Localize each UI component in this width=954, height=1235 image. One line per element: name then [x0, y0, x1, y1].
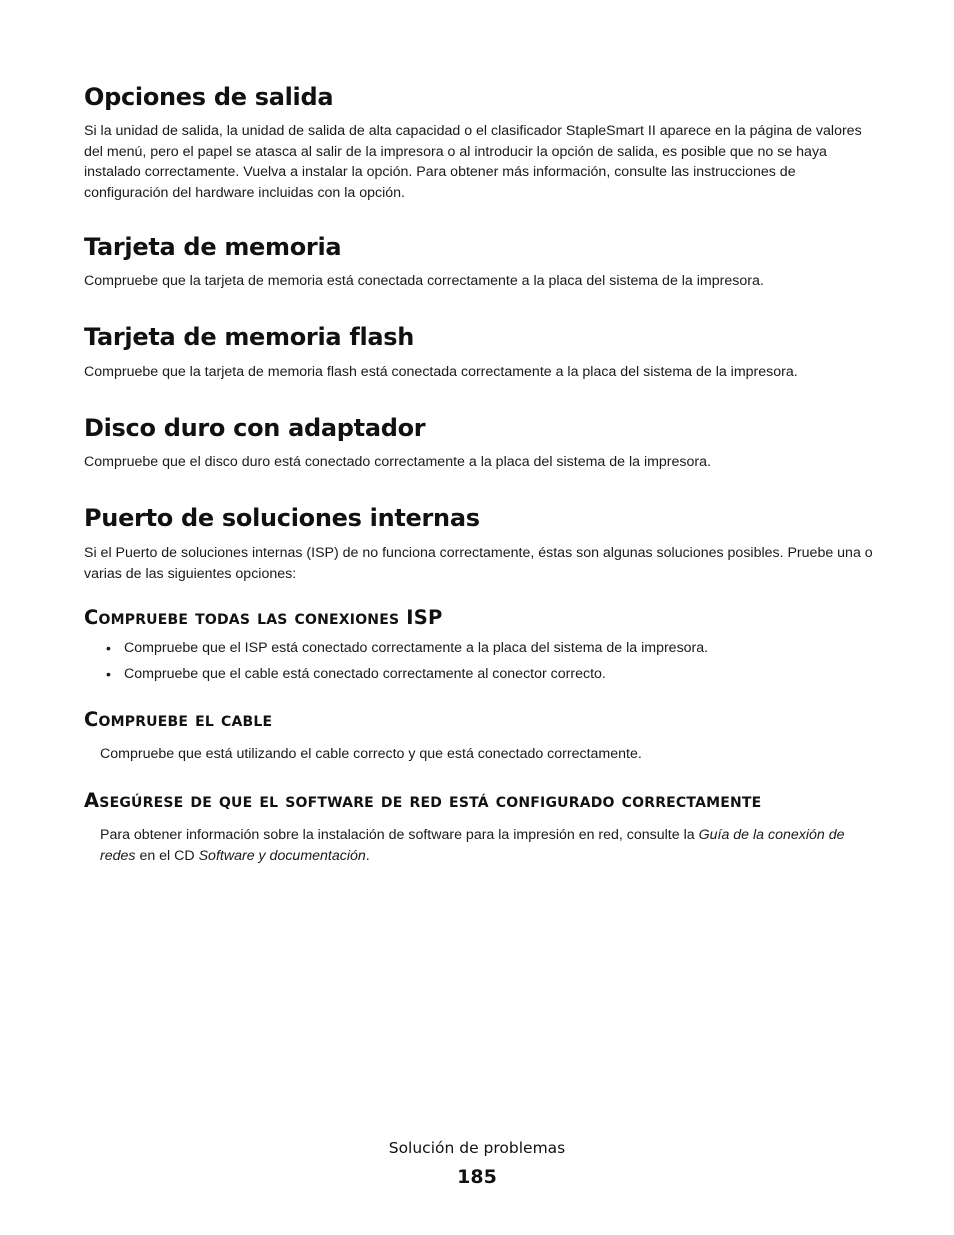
body-text-prefix: Para obtener información sobre la instalación de software para la impresión en red, consulte la: [100, 827, 699, 843]
section-heading-disco-duro: Disco duro con adaptador: [84, 414, 426, 442]
list-item-text: Compruebe que el cable está conectado correctamente al conector correcto.: [124, 666, 606, 682]
section-body-puerto-soluciones: Si el Puerto de soluciones internas (ISP) de no funciona correctamente, éstas son algunas soluciones posibles. Pruebe una o varias de las siguientes opciones:: [84, 545, 873, 582]
list-item: [106, 664, 708, 685]
section-body-tarjeta-memoria: Compruebe que la tarjeta de memoria está conectada correctamente a la placa del sistema de la impresora.: [84, 273, 764, 289]
bullet-list-isp: [106, 638, 708, 690]
footer-section-title: Solución de problemas: [388, 1139, 566, 1157]
section-heading-puerto-soluciones: Puerto de soluciones internas: [84, 504, 480, 532]
section-body-opciones-salida: Si la unidad de salida, la unidad de salida de alta capacidad o el clasificador StapleSmart II aparece en la página de valores del menú, pero el papel se atasca al salir de la impresora o al introducir la opción de salida, es posible que no se haya instalado correctamente. Vuelva a instalar la opción. Para obtener más información, consulte las instrucciones de configuración del hardware incluidas con la opción.: [84, 123, 862, 201]
subsection-heading-cable: Compruebe el cable: [84, 708, 273, 731]
list-item-text: Compruebe que el ISP está conectado correctamente a la placa del sistema de la impresora.: [124, 640, 709, 656]
section-heading-tarjeta-memoria-flash: Tarjeta de memoria flash: [84, 323, 415, 351]
subsection-body-cable: Compruebe que está utilizando el cable correcto y que está conectado correctamente.: [100, 746, 642, 762]
subsection-heading-conexiones-isp: Compruebe todas las conexiones ISP: [84, 606, 443, 629]
body-text-middle: en el CD: [135, 847, 199, 864]
section-heading-tarjeta-memoria: Tarjeta de memoria: [84, 233, 342, 261]
list-item: [106, 638, 708, 659]
guide-title: Guía de la conexión de redes: [100, 827, 845, 864]
bullet-icon: •: [106, 666, 111, 682]
page-number: 185: [457, 1166, 497, 1188]
subsection-heading-software-red: Asegúrese de que el software de red está configurado correctamente: [84, 789, 762, 812]
bullet-icon: •: [106, 640, 111, 656]
subsection-body-software-red: [100, 825, 874, 866]
cd-title: Software y documentación: [198, 847, 366, 864]
section-heading-opciones-salida: Opciones de salida: [84, 83, 334, 111]
body-text-suffix: .: [365, 847, 370, 864]
section-body-disco-duro: Compruebe que el disco duro está conectado correctamente a la placa del sistema de la impresora.: [84, 454, 711, 470]
section-body-tarjeta-memoria-flash: Compruebe que la tarjeta de memoria flash está conectada correctamente a la placa del sistema de la impresora.: [84, 364, 798, 380]
